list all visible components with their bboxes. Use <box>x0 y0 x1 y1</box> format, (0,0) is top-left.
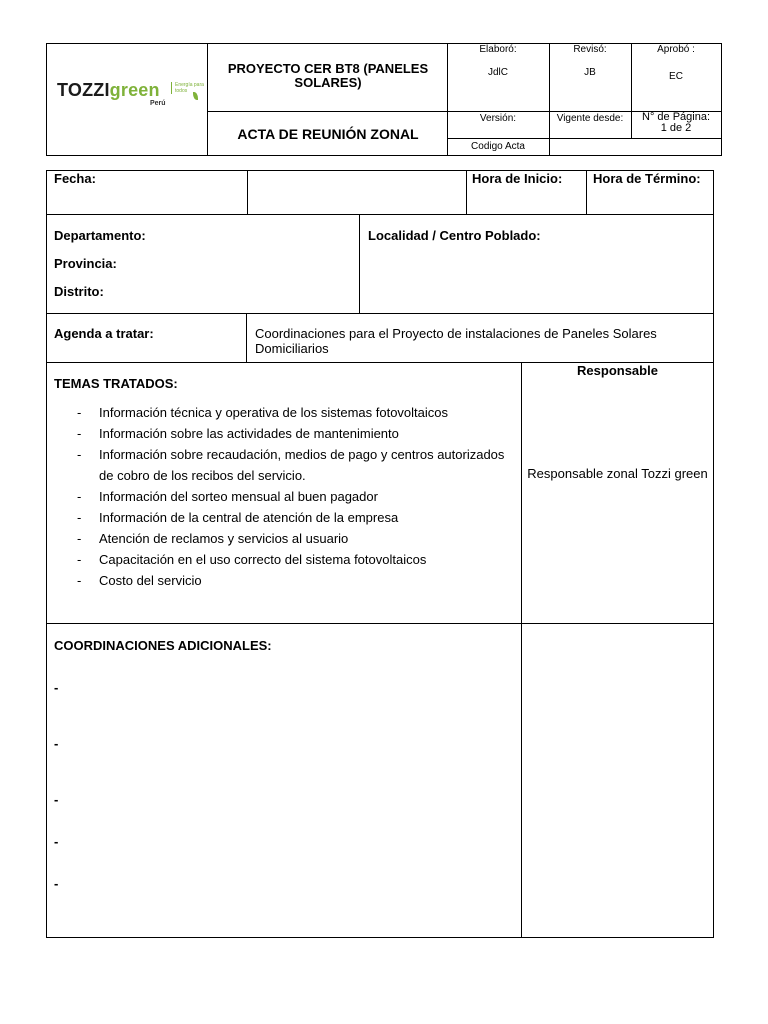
coordinacion-item: - <box>54 834 59 849</box>
company-logo: TOZZIgreen Perú Energía para todos <box>57 80 204 107</box>
tema-item: - Atención de reclamos y servicios al usuario <box>77 528 517 549</box>
responsable-value: Responsable zonal Tozzi green <box>527 466 708 481</box>
hora-termino-label: Hora de Término: <box>593 171 701 186</box>
tema-item: - Capacitación en el uso correcto del sistema fotovoltaicos <box>77 549 517 570</box>
document-header <box>46 43 722 156</box>
reviso-label: Revisó: <box>573 44 607 55</box>
pagina-label: N° de Página: 1 de 2 <box>631 112 721 134</box>
coordinacion-item: - <box>54 876 59 891</box>
coordinaciones-label: COORDINACIONES ADICIONALES: <box>54 638 272 653</box>
temas-section <box>47 362 521 623</box>
codigo-label: Codigo Acta <box>471 141 525 152</box>
localidad-label: Localidad / Centro Poblado: <box>368 228 541 243</box>
tema-item: - Información sobre las actividades de mantenimiento <box>77 423 517 444</box>
departamento-label: Departamento: <box>54 228 146 243</box>
vigente-label: Vigente desde: <box>556 113 624 124</box>
tema-item: - Costo del servicio <box>77 570 517 591</box>
reviso-value: JB <box>584 67 596 78</box>
tema-item: - Información del sorteo mensual al buen pagador <box>77 486 517 507</box>
provincia-label: Provincia: <box>54 256 117 271</box>
agenda-value: Coordinaciones para el Proyecto de instalaciones de Paneles Solares Domiciliarios <box>255 326 657 356</box>
coordinacion-item: - <box>54 736 59 751</box>
aprobo-label: Aprobó : <box>657 44 695 55</box>
coordinacion-item: - <box>54 792 59 807</box>
temas-label: TEMAS TRATADOS: <box>54 376 178 391</box>
fecha-field[interactable] <box>248 171 466 214</box>
elaboro-label: Elaboró: <box>479 44 517 55</box>
coordinacion-item: - <box>54 680 59 695</box>
version-label: Versión: <box>479 113 517 124</box>
distrito-label: Distrito: <box>54 284 104 299</box>
pagina-value: 1 de 2 <box>660 122 692 134</box>
project-title: PROYECTO CER BT8 (PANELES SOLARES) <box>227 61 429 90</box>
aprobo-value: EC <box>669 71 683 82</box>
tema-item: - Información técnica y operativa de los sistemas fotovoltaicos <box>77 402 517 423</box>
temas-list <box>77 402 517 591</box>
hora-inicio-label: Hora de Inicio: <box>472 171 563 186</box>
elaboro-value: JdlC <box>487 67 508 78</box>
tema-item: - Información de la central de atención de la empresa <box>77 507 517 528</box>
responsable-label: Responsable <box>577 363 658 378</box>
fecha-label: Fecha: <box>54 171 96 186</box>
agenda-label: Agenda a tratar: <box>54 326 154 341</box>
tema-item: - Información sobre recaudación, medios de pago y centros autorizados de cobro de los recibos del servicio. <box>77 444 517 486</box>
meeting-form <box>46 170 714 938</box>
document-title: ACTA DE REUNIÓN ZONAL <box>237 126 419 142</box>
